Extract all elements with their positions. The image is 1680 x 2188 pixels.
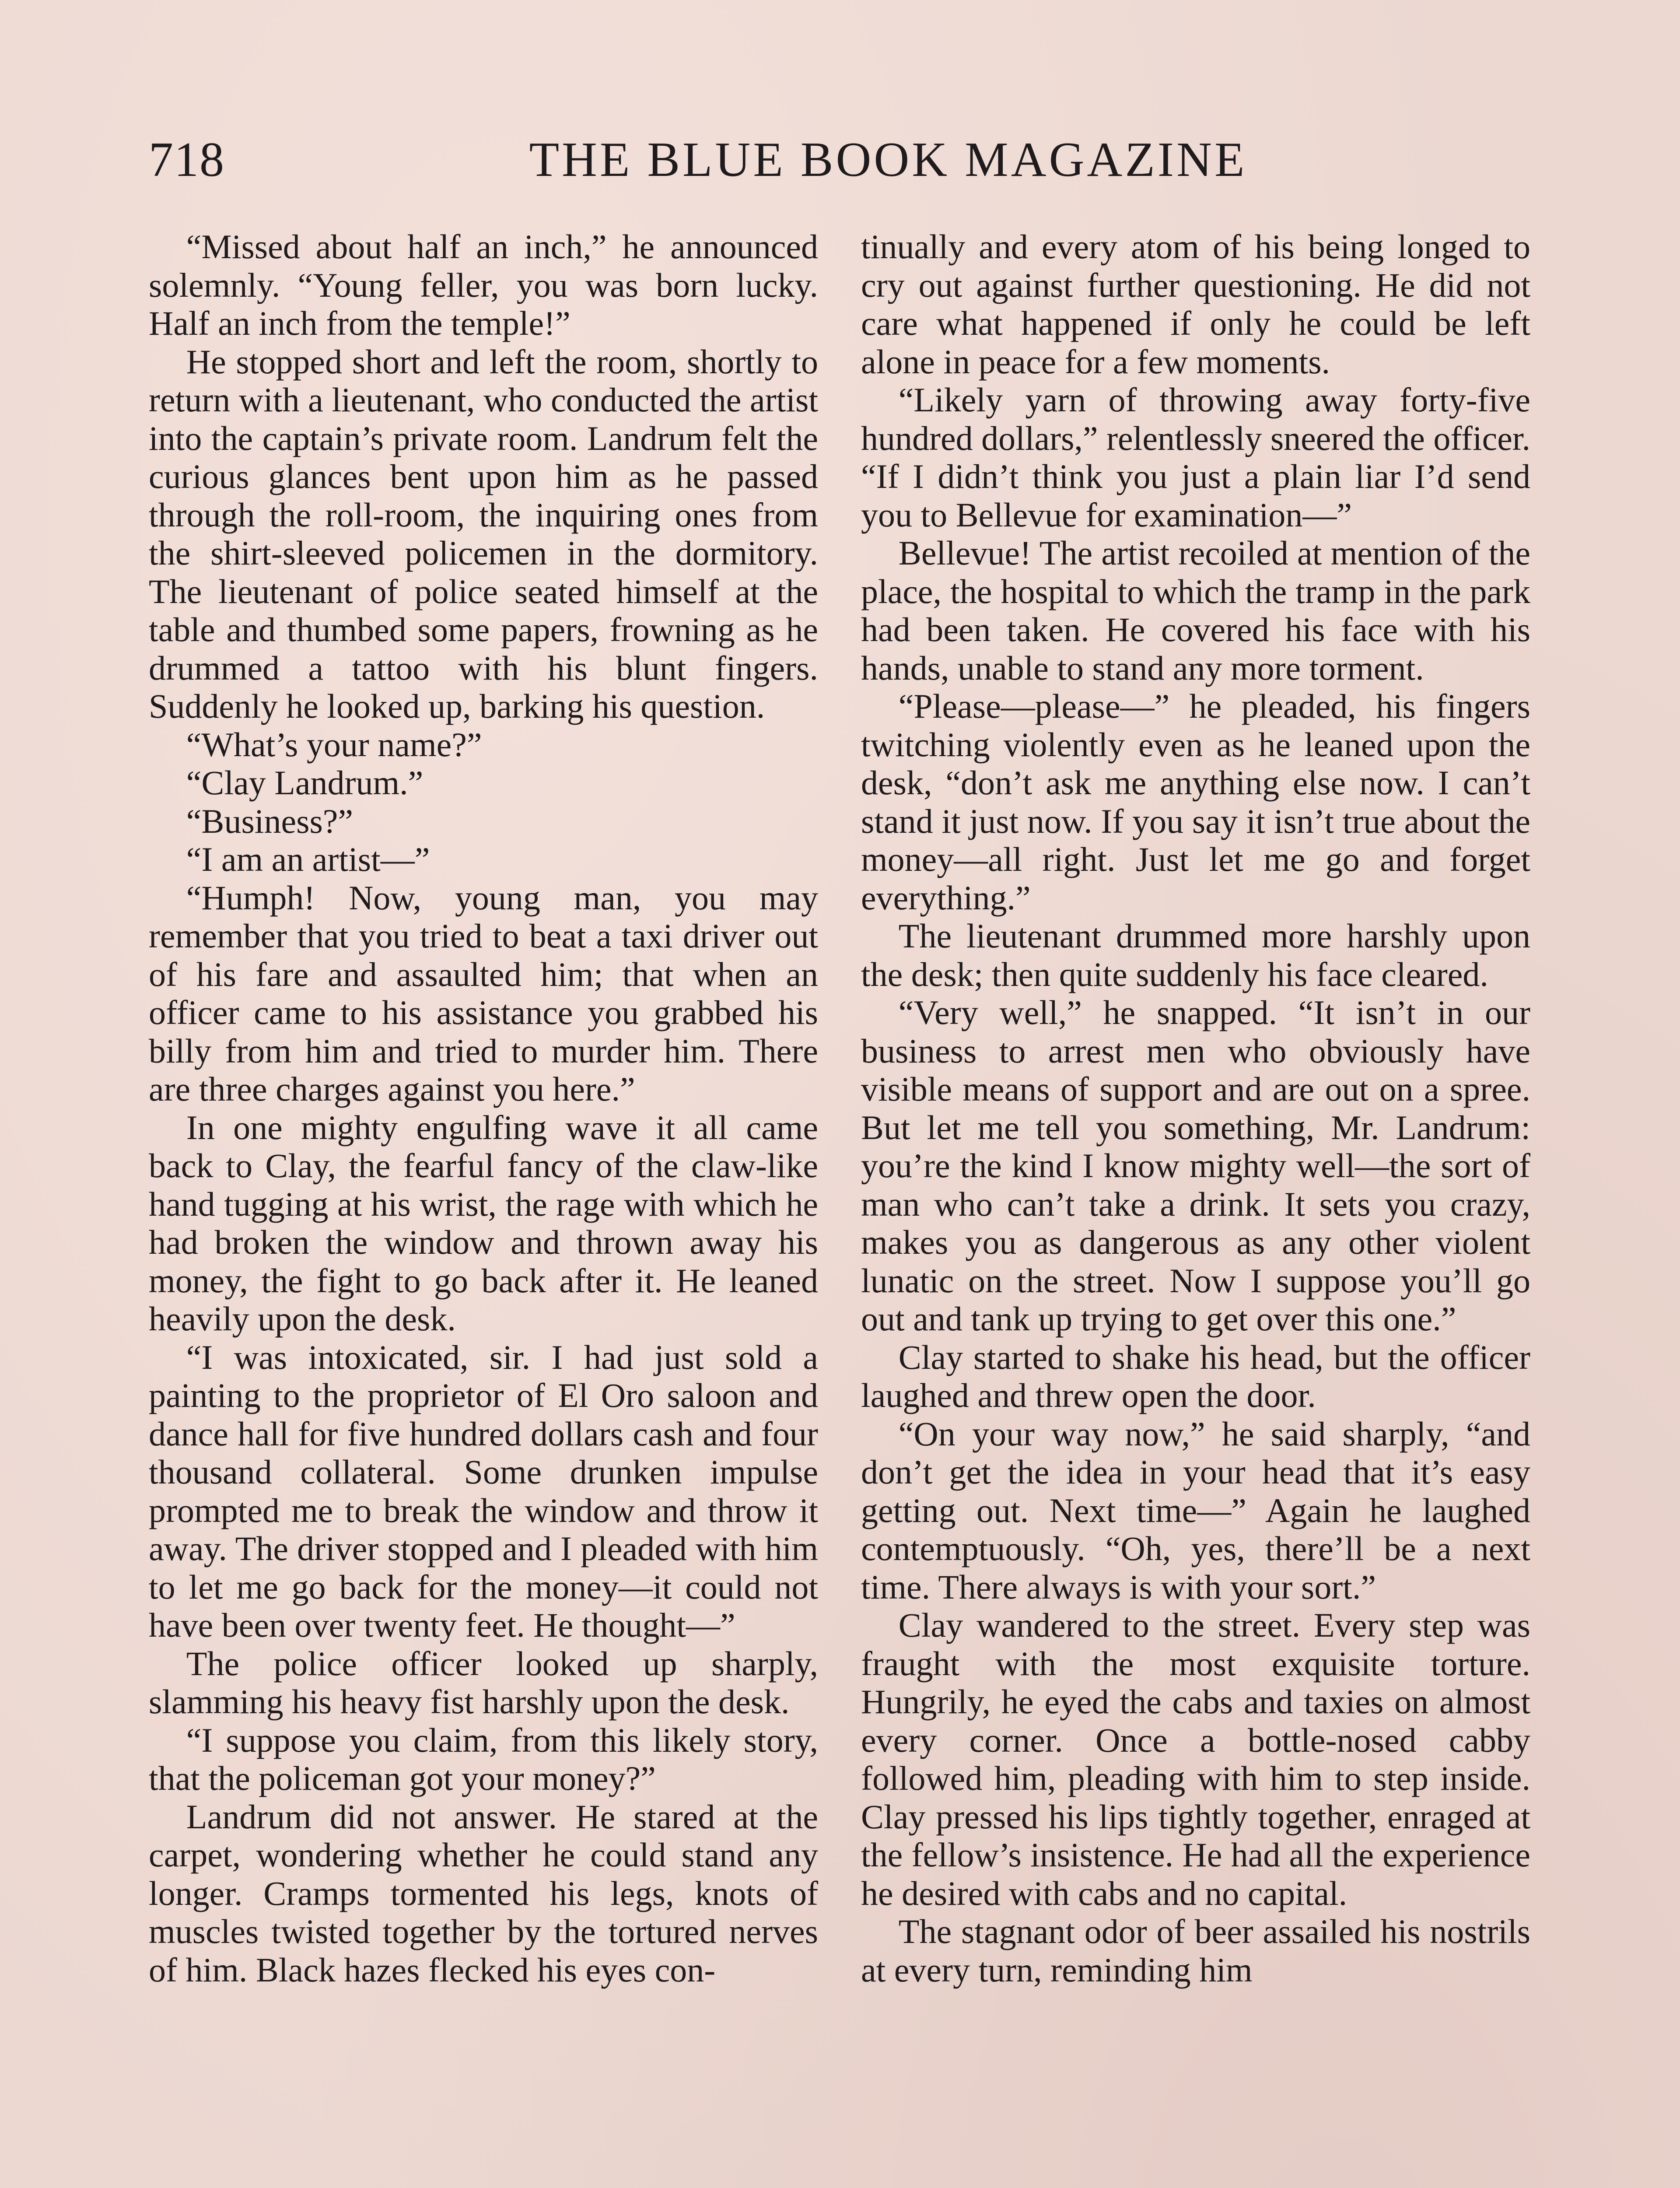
paragraph: “I was intoxicated, sir. I had just sold a painting to the proprietor of El Oro saloon and dance hall for five hundred dollars cash and four thousand collateral. Some drunken impulse prompted me to break the window and throw it away. The driver stopped and I pleaded with him to let me go back for the money—it could not have been over twenty feet. He thought—” [149,1338,818,1644]
paragraph: “What’s your name?” [186,725,482,764]
paragraph: He stopped short and left the room, shortly to return with a lieutenant, who conducted the artist into the captain’s private room. Landrum felt the curious glances bent upon him as he passed through the roll-room, the inquiring ones from the shirt-sleeved policemen in the dormitory. The lieutenant of police seated himself at the table and thumbed some papers, frowning as he drummed a tattoo with his blunt fingers. Suddenly he looked up, barking his question. [149,342,818,725]
paragraph: “Likely yarn of throwing away forty-five hundred dollars,” relentlessly sneered the officer. “If I didn’t think you just a plain liar I’d send you to Bellevue for examination—” [861,381,1530,534]
paragraph: Bellevue! The artist recoiled at mention of the place, the hospital to which the tramp in the park had been taken. He covered his face with his hands, unable to stand any more torment. [861,534,1530,687]
right-column [861,228,1530,1989]
paragraph: “Missed about half an inch,” he announced solemnly. “Young feller, you was born lucky. Half an inch from the temple!” [149,228,818,342]
paragraph: “Very well,” he snapped. “It isn’t in our business to arrest men who obviously have visible means of support and are out on a spree. But let me tell you something, Mr. Landrum: you’re the kind I know mighty well—the sort of man who can’t take a drink. It sets you crazy, makes you as dangerous as any other violent lunatic on the street. Now I suppose you’ll go out and tank up trying to get over this one.” [861,993,1530,1338]
paragraph: The stagnant odor of beer assailed his nostrils at every turn, reminding him [861,1912,1530,1989]
left-column [149,228,818,1989]
paragraph: Clay started to shake his head, but the officer laughed and threw open the door. [861,1338,1530,1414]
paragraph: The lieutenant drummed more harshly upon the desk; then quite suddenly his face cleared. [861,917,1530,993]
paragraph: The police officer looked up sharply, slamming his heavy fist harshly upon the desk. [149,1644,818,1721]
paragraph: “On your way now,” he said sharply, “and don’t get the idea in your head that it’s easy getting out. Next time—” Again he laughed contemptuously. “Oh, yes, there’ll be a next time. There always is with your sort.” [861,1414,1530,1606]
paragraph: Clay wandered to the street. Every step was fraught with the most exquisite torture. Hungrily, he eyed the cabs and taxies on almost every corner. Once a bottle-nosed cabby followed him, pleading with him to step inside. Clay pressed his lips tightly together, enraged at the fellow’s insistence. He had all the experience he desired with cabs and no capital. [861,1606,1530,1912]
page-number: 718 [149,133,225,187]
paragraph: “Business?” [186,802,354,840]
paragraph: In one mighty engulfing wave it all came back to Clay, the fearful fancy of the claw-like hand tugging at his wrist, the rage with which he had broken the window and thrown away his money, the fight to go back after it. He leaned heavily upon the desk. [149,1108,818,1338]
paragraph: Landrum did not answer. He stared at the carpet, wondering whether he could stand any longer. Cramps tormented his legs, knots of muscles twisted together by the tortured nerves of him. Black hazes flecked his eyes con- [149,1797,818,1989]
paragraph: “Humph! Now, young man, you may remember that you tried to beat a taxi driver out of his fare and assaulted him; that when an officer came to his assistance you grabbed his billy from him and tried to murder him. There are three charges against you here.” [149,878,818,1108]
paragraph: “I am an artist—” [186,840,430,878]
paragraph: “Please—please—” he pleaded, his fingers twitching violently even as he leaned upon the desk, “don’t ask me anything else now. I can’t stand it just now. If you say it isn’t true about the money—all right. Just let me go and forget everything.” [861,687,1530,917]
paragraph: “Clay Landrum.” [186,764,424,802]
page-header [149,125,1549,195]
paragraph: “I suppose you claim, from this likely story, that the policeman got your money?” [149,1721,818,1797]
paragraph: tinually and every atom of his being longed to cry out against further questioning. He did not care what happened if only he could be left alone in peace for a few moments. [861,228,1530,381]
running-title: THE BLUE BOOK MAGAZINE [529,133,1247,187]
